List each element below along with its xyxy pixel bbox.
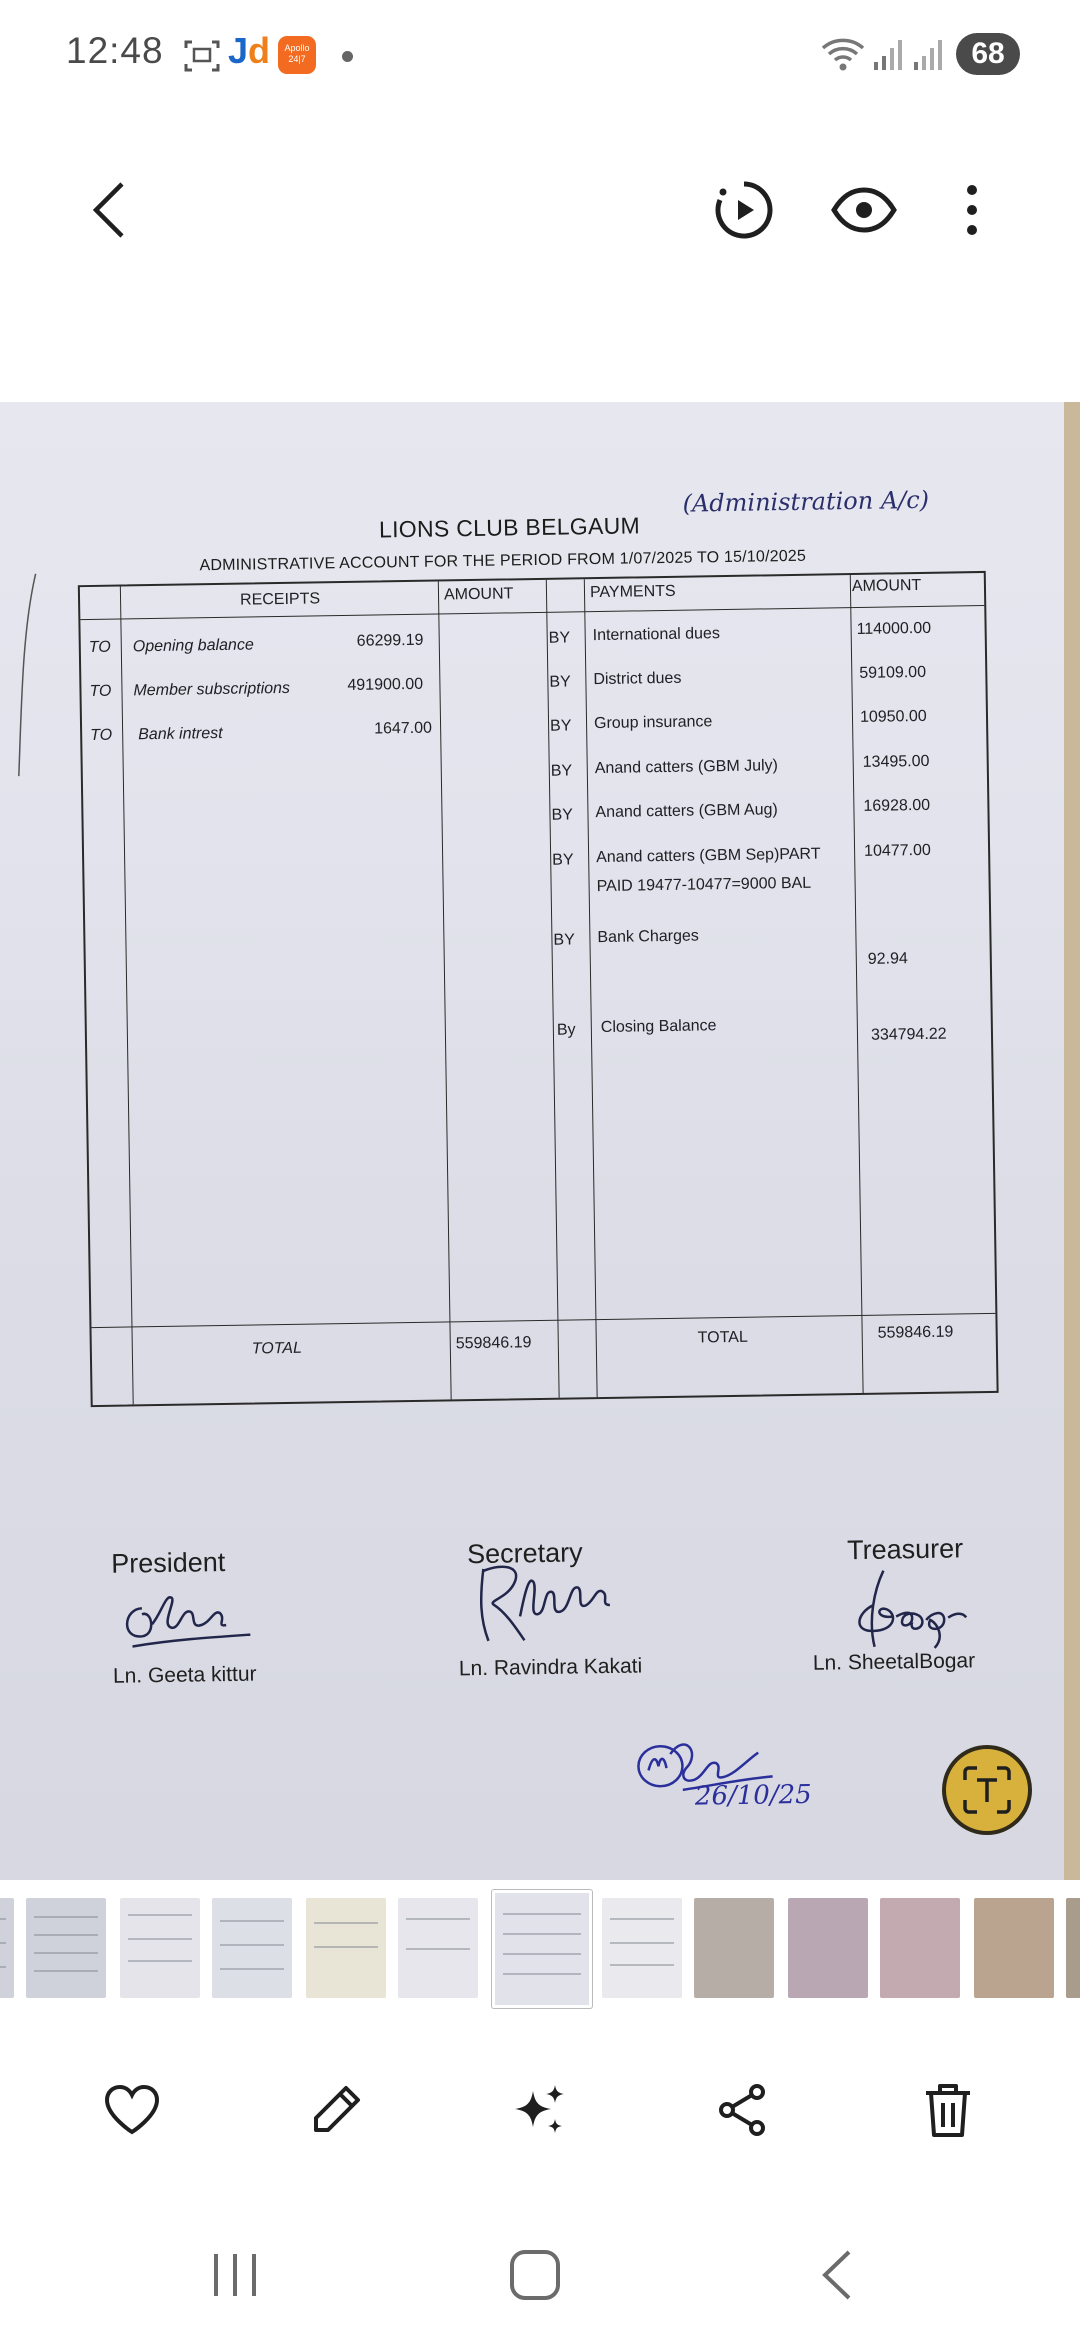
wifi-icon — [820, 34, 866, 79]
payment-amount: 10477.00 — [863, 841, 931, 860]
header-amount-right: AMOUNT — [851, 576, 922, 596]
jd-app-icon: Jd — [228, 30, 271, 71]
back-icon — [819, 2249, 855, 2301]
eye-icon — [831, 187, 897, 233]
header-amount-left: AMOUNT — [443, 585, 514, 604]
thumbnail-selected[interactable] — [492, 1890, 592, 2008]
total-label-right: TOTAL — [697, 1328, 748, 1347]
president-title: President — [110, 1547, 226, 1579]
thumbnail[interactable] — [120, 1898, 200, 1998]
receipt-amount: 1647.00 — [373, 719, 433, 738]
secretary-title: Secretary — [466, 1537, 583, 1570]
thumbnail[interactable] — [1066, 1898, 1080, 1998]
text-extract-button[interactable] — [942, 1745, 1032, 1835]
thumbnail[interactable] — [0, 1898, 14, 1998]
receipt-amount: 66299.19 — [356, 631, 424, 650]
receipt-prefix: TO — [90, 726, 113, 745]
payment-amount: 16928.00 — [863, 796, 931, 815]
header-receipts: RECEIPTS — [239, 590, 321, 609]
payment-label: Bank Charges — [597, 927, 699, 947]
president-name: Ln. Geeta kittur — [112, 1662, 257, 1688]
battery-indicator: 68 — [956, 33, 1020, 75]
receipt-label: Member subscriptions — [133, 679, 291, 700]
more-vert-icon — [965, 183, 979, 237]
home-nav-button[interactable] — [490, 2230, 580, 2320]
payment-prefix: BY — [550, 762, 573, 780]
screenshot-icon — [182, 36, 222, 79]
status-time: 12:48 — [66, 30, 164, 71]
recents-icon — [210, 2252, 260, 2298]
delete-button[interactable] — [908, 2070, 988, 2150]
thumbnail[interactable] — [694, 1898, 774, 1998]
payment-prefix: BY — [548, 629, 571, 647]
thumbnail-strip[interactable] — [0, 1890, 1080, 2010]
treasurer-title: Treasurer — [846, 1533, 964, 1566]
thumbnail[interactable] — [788, 1898, 868, 1998]
margin-pen-mark — [10, 570, 43, 780]
president-signature — [112, 1586, 263, 1658]
apollo-app-icon: Apollo 24|7 — [278, 36, 316, 74]
payment-prefix: BY — [553, 931, 575, 949]
payment-prefix: By — [556, 1021, 576, 1039]
payment-amount: 334794.22 — [870, 1025, 947, 1044]
share-icon — [715, 2082, 769, 2138]
trash-icon — [922, 2081, 974, 2139]
notification-dot-icon — [342, 51, 353, 62]
back-nav-button[interactable] — [792, 2230, 882, 2320]
thumbnail[interactable] — [26, 1898, 106, 1998]
favorite-button[interactable] — [92, 2070, 172, 2150]
text-extract-icon — [961, 1764, 1013, 1816]
more-options-button[interactable] — [932, 170, 1012, 250]
home-icon — [509, 2249, 561, 2301]
payment-prefix: BY — [549, 717, 572, 735]
edit-button[interactable] — [296, 2070, 376, 2150]
share-button[interactable] — [702, 2070, 782, 2150]
total-amount-right: 559846.19 — [877, 1323, 954, 1342]
payment-prefix: BY — [551, 806, 573, 824]
total-amount-left: 559846.19 — [455, 1334, 532, 1353]
signal-1-icon — [872, 36, 906, 77]
pencil-icon — [308, 2082, 364, 2138]
treasurer-name: Ln. SheetalBogar — [812, 1649, 976, 1675]
treasurer-signature — [843, 1563, 974, 1655]
secretary-signature — [469, 1556, 640, 1649]
receipt-prefix: TO — [89, 682, 112, 701]
payment-amount: 114000.00 — [856, 619, 932, 638]
payment-amount: 59109.00 — [859, 663, 927, 682]
doc-handwritten-note: (Administration A/c) — [682, 485, 930, 518]
back-icon — [90, 180, 130, 240]
payment-label: Anand catters (GBM Sep)PART — [596, 845, 821, 867]
heart-icon — [103, 2084, 161, 2136]
photo-viewer[interactable] — [0, 402, 1080, 1880]
payment-prefix: BY — [552, 851, 574, 869]
account-table — [78, 571, 999, 1407]
thumbnail[interactable] — [212, 1898, 292, 1998]
approval-date: 26/10/25 — [694, 1779, 812, 1812]
payment-label: Anand catters (GBM July) — [594, 757, 779, 778]
eye-button[interactable] — [824, 170, 904, 250]
motion-photo-button[interactable] — [704, 170, 784, 250]
payment-label: Group insurance — [593, 713, 713, 733]
receipt-amount: 491900.00 — [347, 675, 424, 694]
secretary-name: Ln. Ravindra Kakati — [458, 1654, 643, 1681]
payment-amount: 10950.00 — [859, 707, 927, 726]
doc-subtitle: ADMINISTRATIVE ACCOUNT FOR THE PERIOD FROM 1/07/2025 TO 15/10/2025 — [199, 547, 807, 575]
thumbnail[interactable] — [306, 1898, 386, 1998]
sparkle-icon — [511, 2081, 569, 2139]
payment-amount: 92.94 — [867, 950, 908, 968]
total-label-left: TOTAL — [251, 1339, 303, 1358]
payment-amount: 13495.00 — [862, 752, 930, 771]
thumbnail[interactable] — [602, 1898, 682, 1998]
motion-photo-icon — [712, 178, 776, 242]
payment-label: District dues — [593, 669, 682, 689]
payment-label: Closing Balance — [600, 1017, 717, 1037]
payment-label: Anand catters (GBM Aug) — [595, 801, 778, 822]
recents-nav-button[interactable] — [190, 2230, 280, 2320]
receipt-label: Bank intrest — [138, 724, 223, 744]
payment-label: International dues — [592, 625, 721, 645]
signal-2-icon — [912, 36, 946, 77]
thumbnail[interactable] — [880, 1898, 960, 1998]
ai-edit-button[interactable] — [500, 2070, 580, 2150]
back-button[interactable] — [70, 170, 150, 250]
thumbnail[interactable] — [398, 1898, 478, 1998]
header-payments: PAYMENTS — [589, 582, 676, 602]
thumbnail[interactable] — [974, 1898, 1054, 1998]
payment-prefix: BY — [549, 673, 571, 691]
status-bar — [0, 0, 1080, 110]
doc-title: LIONS CLUB BELGAUM — [378, 512, 641, 543]
payment-label-line2: PAID 19477-10477=9000 BAL — [596, 874, 812, 896]
receipt-label: Opening balance — [132, 636, 254, 656]
receipt-prefix: TO — [88, 638, 111, 657]
